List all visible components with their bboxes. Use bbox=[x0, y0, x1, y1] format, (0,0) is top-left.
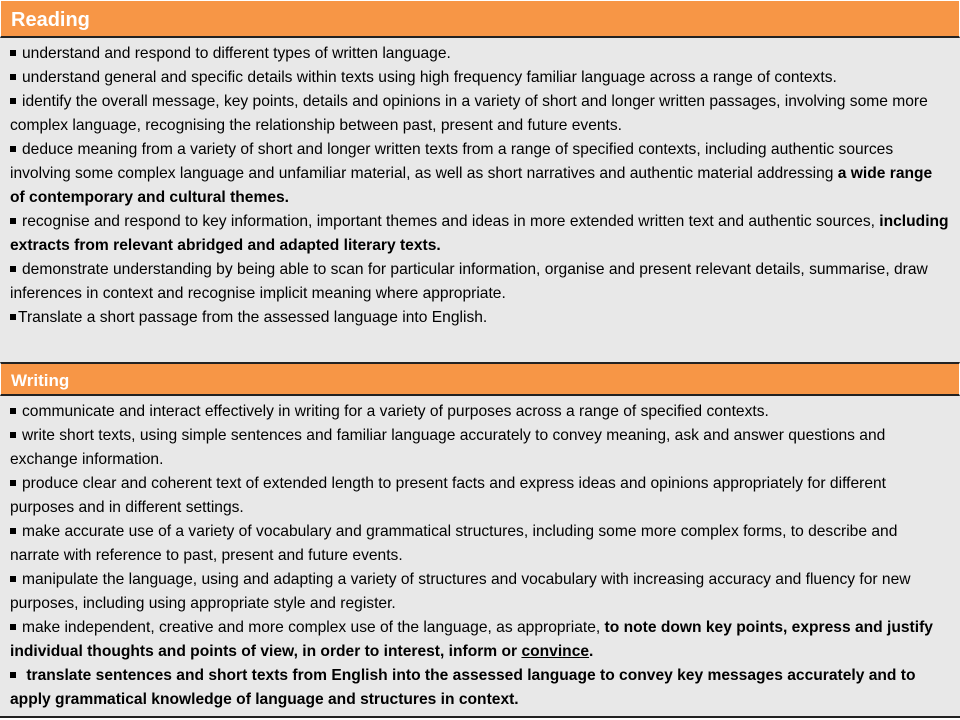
bullet-icon bbox=[10, 432, 16, 438]
item-text: deduce meaning from a variety of short and longer written texts from a range of specified contexts, including authentic sources involving some complex language and unfamiliar material, as well as short narratives and authentic material addressing bbox=[10, 141, 894, 182]
writing-list bbox=[0, 396, 960, 718]
reading-item bbox=[10, 306, 950, 330]
writing-item bbox=[10, 568, 950, 616]
reading-item bbox=[10, 90, 950, 138]
bullet-icon bbox=[10, 408, 16, 414]
writing-item bbox=[10, 616, 950, 664]
item-text: demonstrate understanding by being able to scan for particular information, organise and present relevant details, summarise, draw inferences in context and recognise implicit meaning where appropriate. bbox=[10, 261, 928, 302]
writing-item bbox=[10, 424, 950, 472]
writing-item bbox=[10, 472, 950, 520]
writing-item bbox=[10, 400, 950, 424]
bullet-icon bbox=[10, 624, 16, 630]
reading-item bbox=[10, 210, 950, 258]
bullet-icon bbox=[10, 218, 16, 224]
item-text: Translate a short passage from the assessed language into English. bbox=[18, 309, 488, 326]
bullet-icon bbox=[10, 672, 16, 678]
reading-item bbox=[10, 42, 950, 66]
item-bold-text: translate sentences and short texts from English into the assessed language to convey key messages accurately and to apply grammatical knowledge of language and structures in context. bbox=[10, 667, 916, 708]
item-text: understand general and specific details within texts using high frequency familiar language across a range of contexts. bbox=[22, 69, 837, 86]
reading-item bbox=[10, 258, 950, 306]
bullet-icon bbox=[10, 146, 16, 152]
item-tail-text: . bbox=[589, 643, 594, 660]
item-underlined-text: convince bbox=[521, 643, 590, 660]
bullet-icon bbox=[10, 74, 16, 80]
bullet-icon bbox=[10, 314, 16, 320]
writing-item bbox=[10, 520, 950, 568]
item-text: manipulate the language, using and adapting a variety of structures and vocabulary with increasing accuracy and fluency for new purposes, including using appropriate style and register. bbox=[10, 571, 911, 612]
bullet-icon bbox=[10, 528, 16, 534]
reading-title: Reading bbox=[11, 9, 90, 31]
bullet-icon bbox=[10, 98, 16, 104]
reading-header bbox=[0, 0, 960, 38]
item-bold-text: including extracts from relevant abridged and adapted literary texts. bbox=[10, 213, 949, 254]
bullet-icon bbox=[10, 480, 16, 486]
item-bold-text: a wide range of contemporary and cultural themes. bbox=[10, 165, 933, 206]
reading-list bbox=[0, 38, 960, 362]
item-text: make accurate use of a variety of vocabulary and grammatical structures, including some more complex forms, to describe and narrate with reference to past, present and future events. bbox=[10, 523, 898, 564]
reading-item bbox=[10, 138, 950, 210]
writing-title: Writing bbox=[11, 371, 70, 390]
reading-item bbox=[10, 66, 950, 90]
item-text: communicate and interact effectively in writing for a variety of purposes across a range of specified contexts. bbox=[22, 403, 769, 420]
item-text: produce clear and coherent text of extended length to present facts and express ideas and opinions appropriately for different purposes and in different settings. bbox=[10, 475, 886, 516]
bullet-icon bbox=[10, 266, 16, 272]
writing-item bbox=[10, 664, 950, 712]
bullet-icon bbox=[10, 576, 16, 582]
item-text: identify the overall message, key points, details and opinions in a variety of short and longer written passages, involving some more complex language, recognising the relationship between past, present and future events. bbox=[10, 93, 928, 134]
item-text: understand and respond to different types of written language. bbox=[22, 45, 451, 62]
item-text: make independent, creative and more complex use of the language, as appropriate, bbox=[22, 619, 605, 636]
item-text: write short texts, using simple sentences and familiar language accurately to convey meaning, ask and answer questions and exchange information. bbox=[10, 427, 886, 468]
item-text: recognise and respond to key information, important themes and ideas in more extended written text and authentic sources, bbox=[22, 213, 880, 230]
writing-header bbox=[0, 362, 960, 396]
item-bold-text: to note down key points, express and justify individual thoughts and points of view, in order to interest, inform or bbox=[10, 619, 933, 660]
bullet-icon bbox=[10, 50, 16, 56]
